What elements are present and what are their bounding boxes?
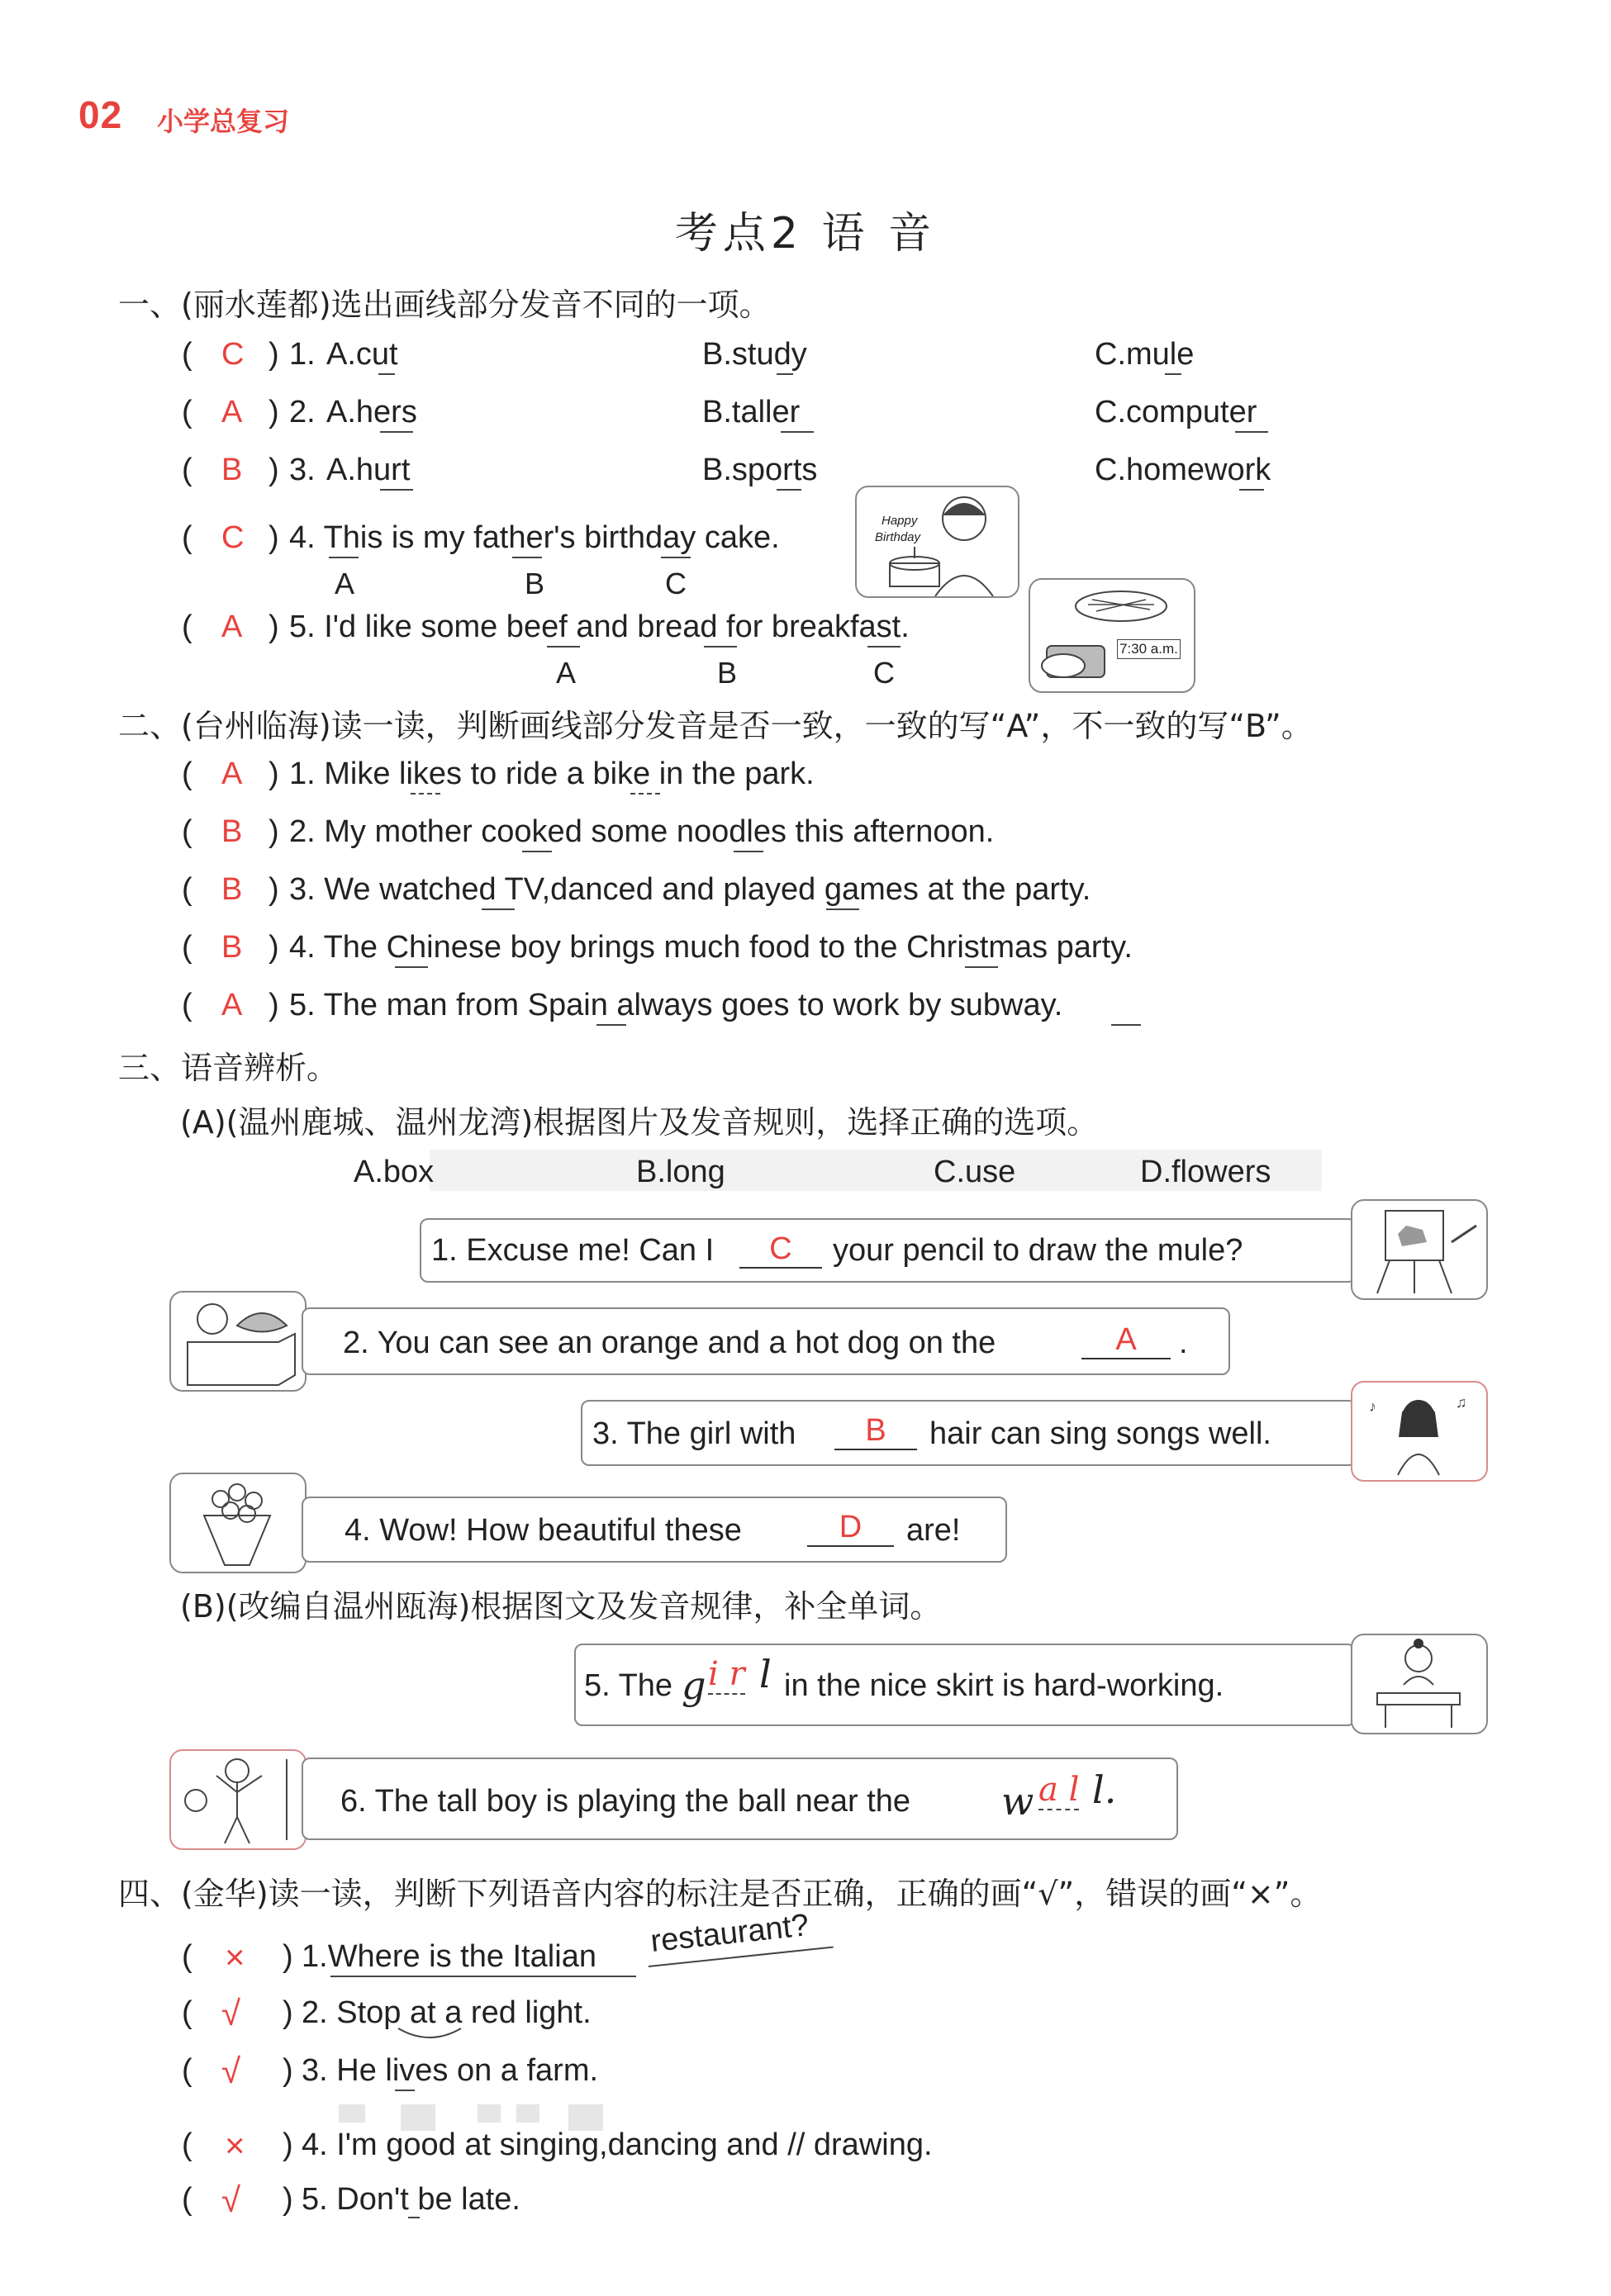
s2-text-4: 4. The Chinese boy brings much food to the Christmas party. [289, 930, 1133, 965]
s3-q5-post: in the nice skirt is hard-working. [784, 1668, 1224, 1703]
s3-q6-w: w [1001, 1779, 1034, 1824]
s4-text-3: 3. He lives on a farm. [302, 2053, 599, 2088]
s1-option-a-3: A.hurt [326, 453, 411, 487]
marker-block-3 [478, 2104, 501, 2123]
svg-text:♪: ♪ [1369, 1398, 1376, 1415]
s3-q3-bubble [581, 1400, 1357, 1466]
s4-text-1: 1.Where is the Italian [302, 1939, 596, 1974]
s1-answer-4: C [221, 520, 245, 555]
s3-q5-pre: 5. The [584, 1668, 673, 1703]
s3-q1-pre: 1. Excuse me! Can I [431, 1233, 715, 1268]
page-title: 考点2 语 音 [674, 209, 937, 259]
s4-answer-3: √ [221, 2052, 241, 2090]
s1-option-a-1: A.cut [326, 337, 398, 372]
s3-q3-answer: B [834, 1413, 917, 1450]
s2-answer-4: B [221, 930, 243, 965]
s4-answer-2: √ [221, 1994, 241, 2033]
s1-answer-3: B [221, 453, 243, 487]
birthday-cake-picture [855, 486, 1019, 598]
s3-q6-pre: 6. The tall boy is playing the ball near the [340, 1784, 911, 1819]
s1-answer-2: A [221, 395, 243, 429]
easel-picture [1351, 1199, 1488, 1300]
s2-answer-3: B [221, 872, 243, 907]
s3-q4-post: are! [906, 1513, 961, 1548]
s2-text-2: 2. My mother cooked some noodles this afternoon. [289, 814, 995, 849]
lunchbox-picture [169, 1291, 307, 1392]
s1-option-b-1: B.study [702, 337, 807, 372]
s1-q5-label-a: A [556, 656, 577, 690]
s1-q5-label-c: C [873, 656, 895, 690]
section1-heading: 一、(丽水莲都)选出画线部分发音不同的一项。 [118, 287, 771, 323]
singing-girl-picture [1351, 1381, 1488, 1482]
breakfast-picture [1029, 578, 1195, 693]
s3-q6-bubble [302, 1758, 1178, 1840]
s2-text-1: 1. Mike likes to ride a bike in the park. [289, 757, 815, 791]
s3-q6-l: l. [1092, 1767, 1117, 1812]
s2-answer-2: B [221, 814, 243, 849]
s3-q5-l: l [759, 1652, 772, 1696]
s1-option-b-3: B.sports [702, 453, 818, 487]
s2-answer-5: A [221, 988, 243, 1022]
s1-option-c-2: C.computer [1095, 395, 1257, 429]
section3-heading: 三、语音辨析。 [118, 1050, 339, 1086]
flowers-picture [169, 1473, 307, 1573]
s3-option-d: D.flowers [1140, 1155, 1271, 1189]
s1-q5-text: 5. I'd like some beef and bread for breakfast. [289, 610, 910, 644]
s1-q4-label-c: C [665, 567, 687, 600]
s1-q4-label-a: A [335, 567, 355, 600]
s4-text-1-tail: restaurant? [649, 1908, 811, 1960]
s4-text-4: 4. I'm good at singing,dancing and // drawing. [302, 2128, 933, 2162]
section4-heading: 四、(金华)读一读，判断下列语音内容的标注是否正确，正确的画“√”，错误的画“×”。 [118, 1876, 1322, 1912]
page-label: 小学总复习 [157, 106, 290, 137]
s3-option-b: B.long [636, 1155, 725, 1189]
section3-part-a: (A)(温州鹿城、温州龙湾)根据图片及发音规则，选择正确的选项。 [180, 1104, 1099, 1141]
s1-option-a-2: A.hers [326, 395, 417, 429]
page-number: 02 [78, 93, 123, 136]
s1-num-3: 3. [289, 453, 316, 487]
s3-q1-post: your pencil to draw the mule? [833, 1233, 1243, 1268]
s3-q2-answer: A [1081, 1322, 1171, 1359]
marker-block-4 [516, 2104, 539, 2123]
s1-num-2: 2. [289, 395, 316, 429]
s3-q5-fill: i r [708, 1655, 745, 1693]
pic4-text-birthday: Birthday [875, 530, 921, 544]
s1-option-c-1: C.mule [1095, 337, 1195, 372]
s3-option-a: A.box [354, 1155, 435, 1189]
s3-q6-fill: a l [1038, 1771, 1080, 1809]
boy-playing-ball-picture [169, 1749, 307, 1850]
s4-answer-1: × [225, 1938, 245, 1976]
section3-part-b: (B)(改编自温州瓯海)根据图文及发音规律，补全单词。 [180, 1588, 942, 1625]
s1-q4-label-b: B [525, 567, 545, 600]
s1-q5-label-b: B [717, 656, 738, 690]
section2-heading: 二、(台州临海)读一读，判断画线部分发音是否一致，一致的写“A”，不一致的写“B”。 [118, 708, 1313, 744]
s1-answer-5: A [221, 610, 243, 644]
s2-text-5: 5. The man from Spain always goes to work by subway. [289, 988, 1063, 1022]
s2-text-3: 3. We watched TV,danced and played games at the party. [289, 872, 1091, 907]
s3-q3-post: hair can sing songs well. [929, 1416, 1271, 1451]
svg-text:♫: ♫ [1456, 1394, 1467, 1411]
s2-answer-1: A [221, 757, 243, 791]
s3-option-c: C.use [934, 1155, 1016, 1189]
s1-q4-text: 4. This is my father's birthday cake. [289, 520, 780, 555]
s3-q1-answer: C [739, 1231, 822, 1269]
s4-text-5: 5. Don't be late. [302, 2182, 520, 2217]
s1-answer-1: C [221, 337, 245, 372]
s3-q2-bubble [302, 1307, 1230, 1375]
girl-at-desk-picture [1351, 1634, 1488, 1734]
s4-text-2: 2. Stop at a red light. [302, 1995, 592, 2030]
s3-q4-answer: D [807, 1510, 894, 1547]
s1-option-c-3: C.homework [1095, 453, 1271, 487]
s3-q3-pre: 3. The girl with [592, 1416, 796, 1451]
s4-answer-5: √ [221, 2180, 241, 2219]
s4-answer-4: × [225, 2126, 245, 2165]
s1-num-1: 1. [289, 337, 316, 372]
pic4-text-happy: Happy [882, 514, 918, 528]
s3-q1-bubble [420, 1218, 1357, 1283]
s3-q2-pre: 2. You can see an orange and a hot dog on the [343, 1326, 996, 1360]
marker-block-1 [339, 2104, 365, 2123]
s3-q4-pre: 4. Wow! How beautiful these [345, 1513, 742, 1548]
s3-q5-bubble [574, 1644, 1356, 1726]
s3-q2-post: . [1179, 1326, 1188, 1360]
pic5-clock-text: 7:30 a.m. [1117, 639, 1181, 659]
s1-option-b-2: B.taller [702, 395, 801, 429]
s3-q4-bubble [302, 1497, 1007, 1563]
s3-q5-g: g [682, 1663, 706, 1708]
